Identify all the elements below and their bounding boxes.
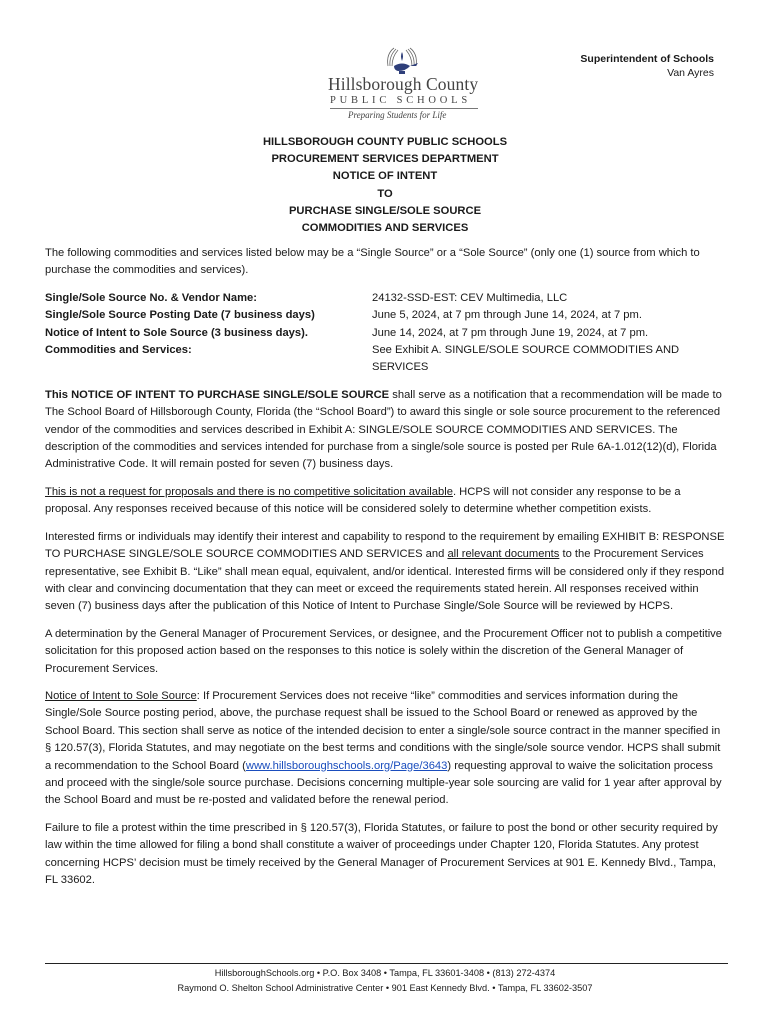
no-rfp-statement: This is not a request for proposals and there is no competitive solicitation available xyxy=(45,485,453,498)
logo-wordmark: Hillsborough County xyxy=(328,74,479,94)
interested-firms-text-a: Interested firms or individuals may identify their interest and capability to respond to the requirement by emailing EXHIBIT B: RESPONSE TO PURCHASE SINGLE/SOLE SOURCE COMMODITIES AND SERVICES and xyxy=(45,530,725,561)
notification-text: shall serve as a notification that a recommendation will be made to The School Board of Hillsborough County, Florida (the “School Board”) to award this single or sole source procurement to the referenced vendor of the commodities and services described in Exhibit A: SINGLE/SOLE SOURCE COMMODITIES AND SERVICES. The description of the commodities and services intended for purchase from a single/sole source is posted per Rule 6A-1.012(12)(d), Florida Administrative Code. It will remain posted for seven (7) business days. xyxy=(45,388,722,471)
intro-paragraph: The following commodities and services listed below may be a “Single Source” or a “Sole Source” (only one (1) source from which to purchase the commodities and services). xyxy=(45,247,700,277)
field-values xyxy=(372,290,728,377)
heading-line: NOTICE OF INTENT xyxy=(332,170,438,183)
sole-source-text-b: ) requesting approval to waive the solicitation process and proceed with the single/sole source purchase. Decisions concerning multiple-year sole sourcing are valid for 1 year after approval by the School Board and must be re-posted and validated before the renewal period. xyxy=(45,759,722,807)
field-value: June 14, 2024, at 7 pm through June 19, 2024, at 7 pm. xyxy=(372,326,649,339)
source-details xyxy=(45,290,728,377)
field-label: Single/Sole Source Posting Date (7 business days) xyxy=(45,309,315,322)
superintendent-name: Van Ayres xyxy=(667,67,714,79)
superintendent-block xyxy=(580,52,714,80)
notice-title-bold: This NOTICE OF INTENT TO PURCHASE SINGLE/SOLE SOURCE xyxy=(45,388,390,401)
field-labels xyxy=(45,290,372,377)
logo-tagline: Preparing Students for Life xyxy=(348,110,447,120)
protest-paragraph: Failure to file a protest within the time prescribed in § 120.57(3), Florida Statutes, or failure to post the bond or other security required by law within the time allowed for filing a bond shall constitute a waiver of proceedings under Chapter 120, Florida Statutes. Any protest concerning HCPS’ decision must be timely received by the General Manager of Procurement Services at 901 E. Kennedy Blvd., Tampa, FL 33602. xyxy=(45,821,718,886)
logo-divider xyxy=(330,108,478,109)
heading-line: TO xyxy=(377,187,393,200)
sole-source-text-a: : If Procurement Services does not receive “like” commodities and services information during the Single/Sole Source posting period, above, the purchase request shall be issued to the School Board or renewed as approved by the School Board. This section shall serve as notice of the intended decision to enter a single/sole source contract in the manner specified in § 120.57(3), Florida Statutes, and may negotiate on the best terms and conditions with the single/sole source vendor. HCPS shall submit a recommendation to the School Board ( xyxy=(45,689,721,772)
heading-line: PURCHASE SINGLE/SOLE SOURCE xyxy=(288,204,482,217)
no-rfp-paragraph xyxy=(45,484,728,519)
determination-paragraph: A determination by the General Manager of Procurement Services, or designee, and the Procurement Officer not to publish a competitive solicitation for this proposed action based on the responses to this notice is solely within the discretion of the General Manager of Procurement Services. xyxy=(45,627,723,675)
footer-address-line: Raymond O. Shelton School Administrative Center • 901 East Kennedy Blvd. • Tampa, FL 33602-3507 xyxy=(177,983,593,993)
no-rfp-text: . HCPS will not consider any response to be a proposal. Any responses received because of this notice will be considered solely to determine whether competition exists. xyxy=(45,485,681,516)
superintendent-title: Superintendent of Schools xyxy=(580,53,714,65)
heading-line: PROCUREMENT SERVICES DEPARTMENT xyxy=(271,153,499,166)
field-label: Single/Sole Source No. & Vendor Name: xyxy=(45,291,257,304)
relevant-documents-text: all relevant documents xyxy=(447,548,560,561)
notice-heading xyxy=(0,134,770,237)
field-value: June 5, 2024, at 7 pm through June 14, 2024, at 7 pm. xyxy=(372,309,642,322)
sole-source-heading: Notice of Intent to Sole Source xyxy=(45,689,197,702)
sole-source-paragraph xyxy=(45,688,728,810)
page-footer xyxy=(0,966,770,996)
interested-firms-paragraph xyxy=(45,529,728,616)
field-value: See Exhibit A. SINGLE/SOLE SOURCE COMMODITIES AND SERVICES xyxy=(372,344,680,374)
heading-line: HILLSBOROUGH COUNTY PUBLIC SCHOOLS xyxy=(262,136,508,148)
footer-contact-line: HillsboroughSchools.org • P.O. Box 3408 • Tampa, FL 33601-3408 • (813) 272-4374 xyxy=(214,968,556,978)
field-label: Notice of Intent to Sole Source (3 business days). xyxy=(45,326,308,339)
notification-paragraph xyxy=(45,387,728,474)
school-board-link[interactable]: www.hillsboroughschools.org/Page/3643 xyxy=(245,759,448,772)
interested-firms-text-b: to the Procurement Services representative, see Exhibit B. “Like” shall mean equal, equivalent, and/or identical. Interested firms will be considered only if they respond with clear and convincing documentation that they can meet or exceed the requirements stated herein. All responses received within seven (7) business days after the publication of this Notice of Intent to Purchase Single/Sole Source will be reviewed by HCPS. xyxy=(45,548,725,613)
lamp-of-learning-icon xyxy=(380,44,424,76)
field-value: 24132-SSD-EST: CEV Multimedia, LLC xyxy=(372,291,568,304)
logo-subtitle: PUBLIC SCHOOLS xyxy=(330,95,472,106)
notice-body xyxy=(45,245,728,899)
heading-line: COMMODITIES AND SERVICES xyxy=(301,222,469,235)
field-label: Commodities and Services: xyxy=(45,344,192,357)
school-district-logo xyxy=(322,44,482,122)
footer-divider xyxy=(45,963,728,964)
